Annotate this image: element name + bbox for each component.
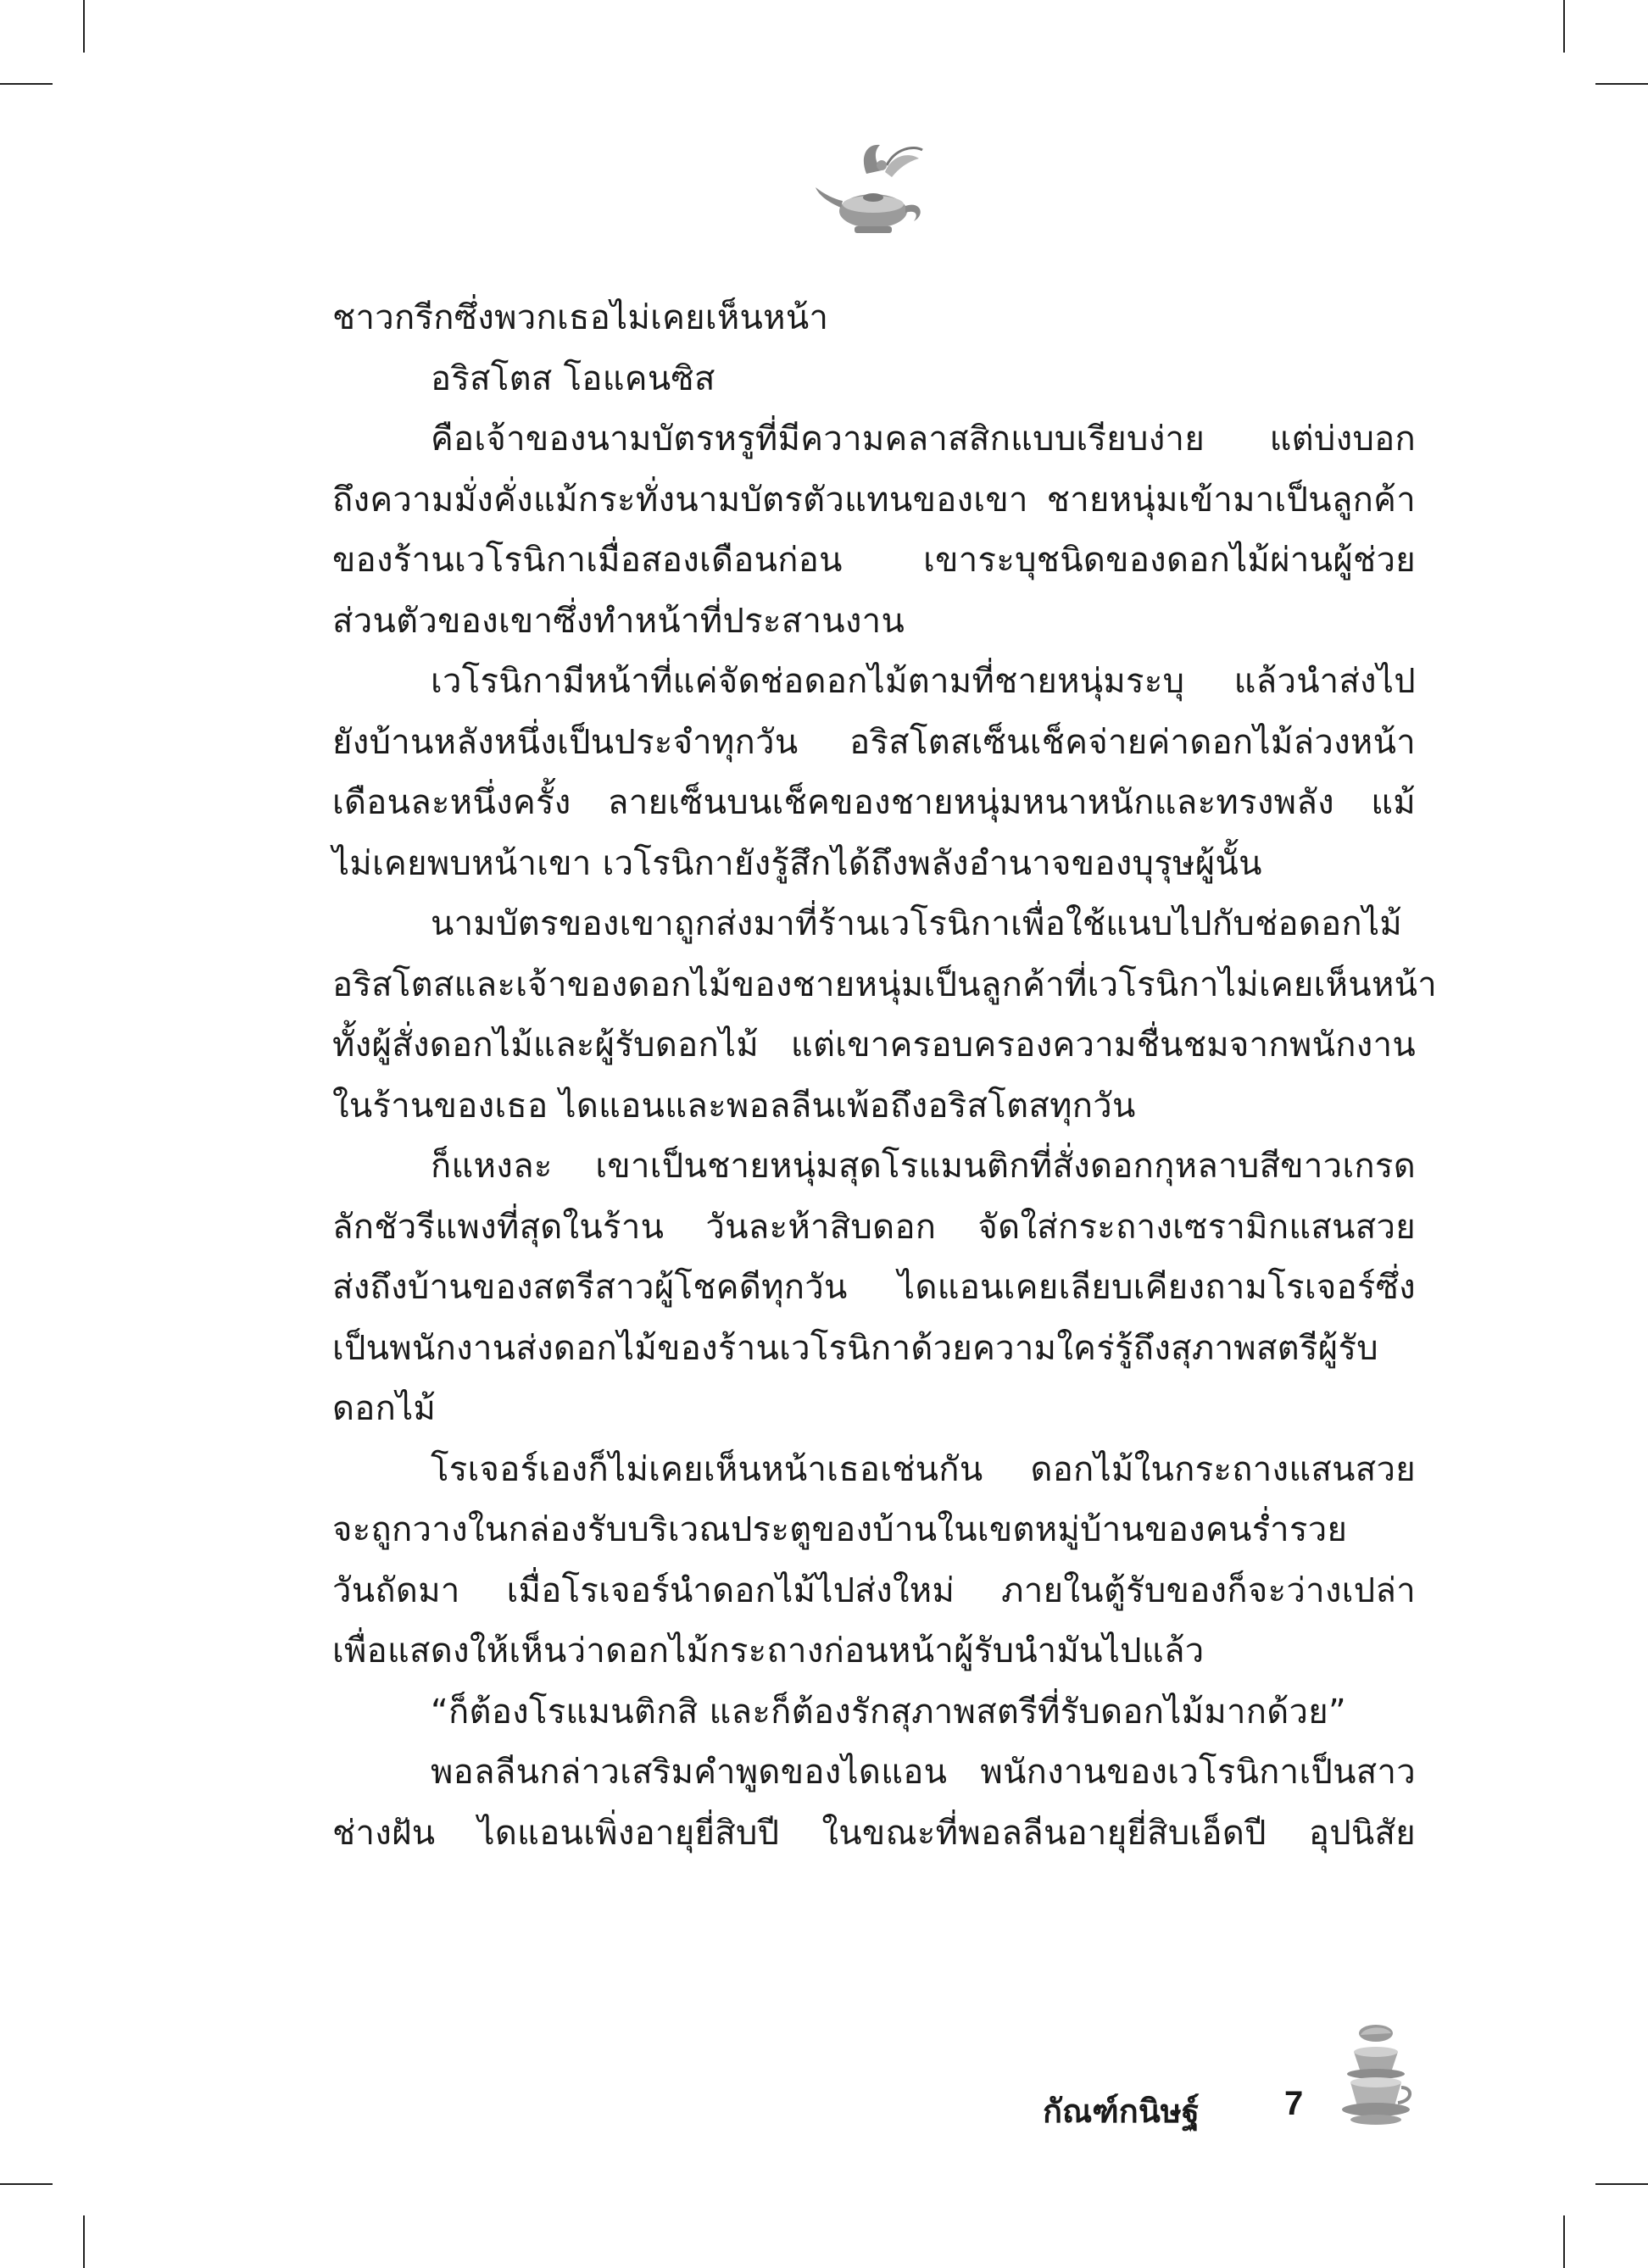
text-line: จะถูกวางในกล่องรับบริเวณประตูของบ้านในเขตหมู่บ้านของคนร่ำรวย <box>332 1510 1348 1549</box>
text-line: ส่งถึงบ้านของสตรีสาวผู้โชคดีทุกวัน ไดแอนเคยเลียบเคียงถามโรเจอร์ซึ่ง <box>332 1268 1416 1307</box>
crop-mark-top-right-h <box>1595 83 1648 85</box>
text-line: ไม่เคยพบหน้าเขา เวโรนิกายังรู้สึกได้ถึงพลังอำนาจของบุรุษผู้นั้น <box>332 843 1262 883</box>
text-line: ส่วนตัวของเขาซึ่งทำหน้าที่ประสานงาน <box>332 601 905 641</box>
text-line: เป็นพนักงานส่งดอกไม้ของร้านเวโรนิกาด้วยความใคร่รู้ถึงสุภาพสตรีผู้รับ <box>332 1328 1378 1368</box>
text-line: อริสโตส โอแคนซิส <box>431 359 715 398</box>
crop-mark-top-left-v <box>83 0 85 53</box>
crop-mark-top-right-v <box>1563 0 1565 53</box>
text-line: พอลลีนกล่าวเสริมคำพูดของไดแอน พนักงานของเวโรนิกาเป็นสาว <box>431 1753 1416 1792</box>
text-line: ทั้งผู้สั่งดอกไม้และผู้รับดอกไม้ แต่เขาครอบครองความชื่นชมจากพนักงาน <box>332 1026 1416 1065</box>
text-line: ช่างฝัน ไดแอนเพิ่งอายุยี่สิบปี ในขณะที่พอลลีนอายุยี่สิบเอ็ดปี อุปนิสัย <box>332 1813 1416 1853</box>
text-line: ของร้านเวโรนิกาเมื่อสองเดือนก่อน เขาระบุชนิดของดอกไม้ผ่านผู้ช่วย <box>332 541 1416 580</box>
text-line: เวโรนิกามีหน้าที่แค่จัดช่อดอกไม้ตามที่ชายหนุ่มระบุ แล้วนำส่งไป <box>431 662 1416 701</box>
crop-mark-bottom-right-h <box>1595 2183 1648 2185</box>
text-line: อริสโตสและเจ้าของดอกไม้ของชายหนุ่มเป็นลูกค้าที่เวโรนิกาไม่เคยเห็นหน้า <box>332 964 1438 1004</box>
book-title: กัณฑ์กนิษฐ์ <box>1043 2094 1200 2130</box>
text-line: โรเจอร์เองก็ไม่เคยเห็นหน้าเธอเช่นกัน ดอกไม้ในกระถางแสนสวย <box>431 1449 1416 1489</box>
crop-mark-bottom-right-v <box>1563 2215 1565 2268</box>
text-line: “ก็ต้องโรแมนติกสิ และก็ต้องรักสุภาพสตรีที่รับดอกไม้มากด้วย” <box>431 1692 1347 1732</box>
stacked-teacups-icon <box>1335 2021 1416 2132</box>
text-line: นามบัตรของเขาถูกส่งมาที่ร้านเวโรนิกาเพื่อใช้แนบไปกับช่อดอกไม้ <box>431 904 1403 943</box>
text-line: ก็แหงละ เขาเป็นชายหนุ่มสุดโรแมนติกที่สั่งดอกกุหลาบสีขาวเกรด <box>431 1147 1416 1186</box>
body-text <box>332 288 1438 1864</box>
text-line: เพื่อแสดงให้เห็นว่าดอกไม้กระถางก่อนหน้าผู้รับนำมันไปแล้ว <box>332 1632 1205 1670</box>
text-line: ถึงความมั่งคั่งแม้กระทั่งนามบัตรตัวแทนของเขา ชายหนุ่มเข้ามาเป็นลูกค้า <box>332 480 1416 520</box>
text-line: เดือนละหนึ่งครั้ง ลายเซ็นบนเช็คของชายหนุ่มหนาหนักและทรงพลัง แม้ <box>332 783 1416 822</box>
text-line: วันถัดมา เมื่อโรเจอร์นำดอกไม้ไปส่งใหม่ ภายในตู้รับของก็จะว่างเปล่า <box>332 1570 1416 1610</box>
text-line: ในร้านของเธอ ไดแอนและพอลลีนเพ้อถึงอริสโตสทุกวัน <box>332 1086 1136 1126</box>
text-line: คือเจ้าของนามบัตรหรูที่มีความคลาสสิกแบบเรียบง่าย แต่บ่งบอก <box>431 420 1416 459</box>
text-line: ลักชัวรีแพงที่สุดในร้าน วันละห้าสิบดอก จัดใส่กระถางเซรามิกแสนสวย <box>332 1207 1416 1247</box>
text-line: ยังบ้านหลังหนึ่งเป็นประจำทุกวัน อริสโตสเซ็นเช็คจ่ายค่าดอกไม้ล่วงหน้า <box>332 722 1416 762</box>
text-line: ชาวกรีกซึ่งพวกเธอไม่เคยเห็นหน้า <box>332 298 829 337</box>
teapot-fairy-icon <box>814 140 933 242</box>
crop-mark-bottom-left-v <box>83 2215 85 2268</box>
crop-mark-bottom-left-h <box>0 2183 53 2185</box>
page-number: 7 <box>1284 2085 1304 2122</box>
text-line: ดอกไม้ <box>332 1389 437 1428</box>
crop-mark-top-left-h <box>0 83 53 85</box>
